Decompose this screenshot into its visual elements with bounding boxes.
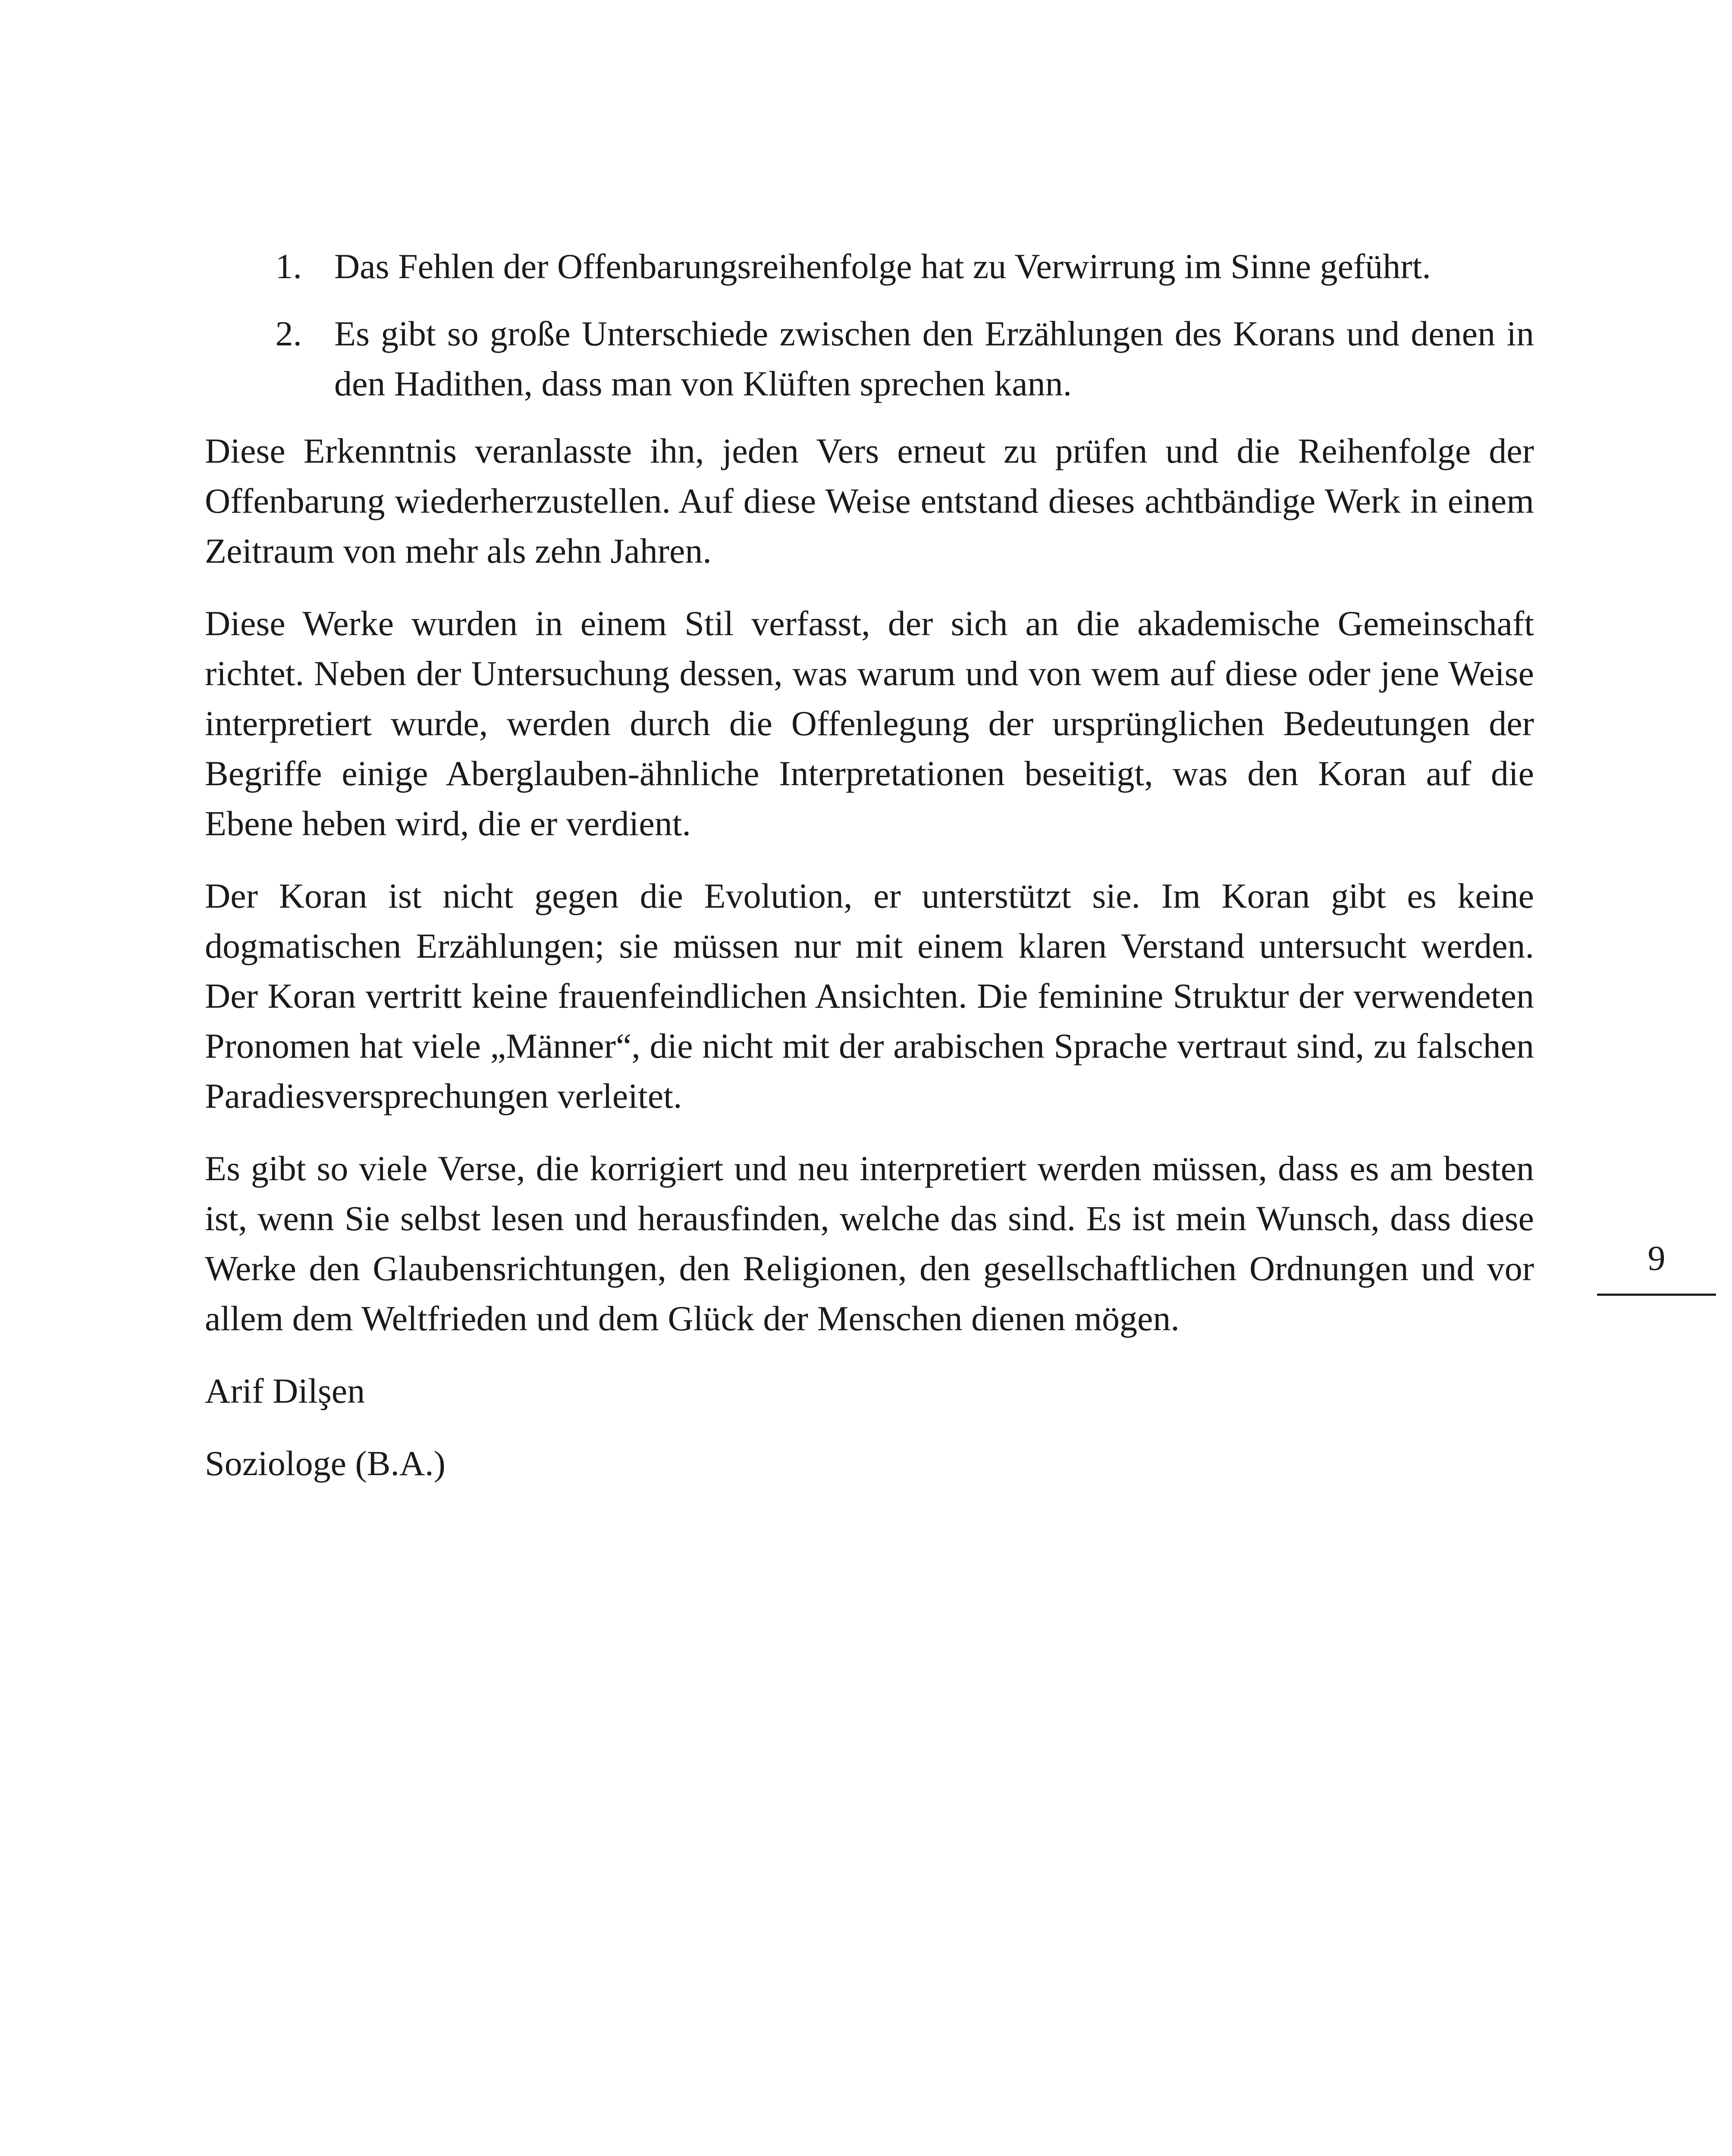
numbered-list	[205, 241, 1534, 409]
list-item	[205, 309, 1534, 409]
list-item-number: 1.	[275, 247, 302, 286]
author-name: Arif Dilşen	[205, 1371, 365, 1410]
author-title: Soziologe (B.A.)	[205, 1444, 446, 1483]
paragraph: Es gibt so viele Verse, die korrigiert und neu interpretiert werden müssen, dass es am besten ist, wenn Sie selbst lesen und herausfinden, welche das sind. Es ist mein Wunsch, dass diese Werke den Glaubensrichtungen, den Religionen, den gesellschaftlichen Ordnungen und vor allem dem Weltfrieden und dem Glück der Menschen dienen mögen.	[205, 1149, 1534, 1338]
paragraph: Diese Werke wurden in einem Stil verfasst, der sich an die akademische Gemeinschaft richtet. Neben der Untersuchung dessen, was warum und von wem auf diese oder jene Weise interpretiert wurde, werden durch die Offenlegung der ursprünglichen Bedeutungen der Begriffe einige Aberglauben-ähnliche Interpretationen beseitigt, was den Koran auf die Ebene heben wird, die er verdient.	[205, 604, 1534, 843]
list-item-number: 2.	[275, 314, 302, 353]
page-number-rule	[1597, 1294, 1716, 1296]
paragraph: Der Koran ist nicht gegen die Evolution, er unterstützt sie. Im Koran gibt es keine dogmatischen Erzählungen; sie müssen nur mit einem klaren Verstand untersucht werden. Der Koran vertritt keine frauenfeindlichen Ansichten. Die feminine Struktur der verwendeten Pronomen hat viele „Männer“, die nicht mit der arabischen Sprache vertraut sind, zu falschen Paradiesversprechungen verleitet.	[205, 876, 1534, 1116]
page-number: 9	[1647, 1238, 1666, 1278]
list-item-text: Es gibt so große Unterschiede zwischen den Erzählungen des Korans und denen in den Hadithen, dass man von Klüften sprechen kann.	[334, 314, 1534, 403]
list-item	[205, 241, 1534, 291]
page-body	[205, 241, 1534, 1511]
list-item-text: Das Fehlen der Offenbarungsreihenfolge hat zu Verwirrung im Sinne geführt.	[334, 247, 1431, 286]
paragraph: Diese Erkenntnis veranlasste ihn, jeden Vers erneut zu prüfen und die Reihenfolge der Offenbarung wiederherzustellen. Auf diese Weise entstand dieses achtbändige Werk in einem Zeitraum von mehr als zehn Jahren.	[205, 431, 1534, 570]
